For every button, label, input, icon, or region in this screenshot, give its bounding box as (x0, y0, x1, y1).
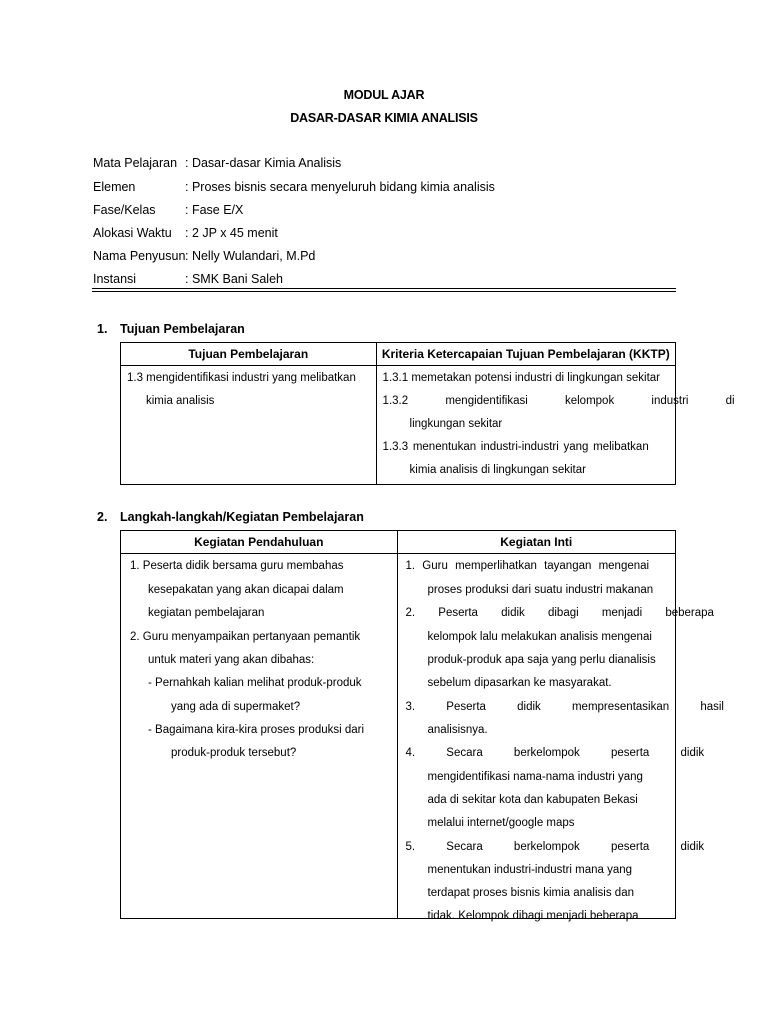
list-item: ada di sekitar kota dan kabupaten Bekasi (427, 794, 638, 806)
section-heading-langkah (97, 510, 364, 524)
list-item: produk-produk tersebut? (171, 747, 297, 759)
document-subtitle: DASAR-DASAR KIMIA ANALISIS (290, 111, 478, 125)
list-item: menentukan industri-industri mana yang (427, 864, 633, 876)
info-value: : SMK Bani Saleh (185, 272, 283, 286)
kktp-item: lingkungan sekitar (409, 418, 503, 430)
tujuan-text: kimia analisis (146, 395, 215, 407)
list-item: mengidentifikasi nama-nama industri yang (427, 771, 643, 783)
info-label: Instansi (93, 272, 137, 286)
list-item: melalui internet/google maps (427, 817, 575, 829)
info-value: : 2 JP x 45 menit (185, 226, 278, 240)
table-header: Tujuan Pembelajaran (121, 343, 377, 366)
document-title: MODUL AJAR (343, 88, 425, 102)
pendahuluan-cell (121, 554, 397, 918)
list-item: 5. Secara berkelompok peserta didik (405, 841, 705, 853)
list-item: yang ada di supermaket? (171, 701, 301, 713)
info-value: : Proses bisnis secara menyeluruh bidang kimia analisis (185, 180, 495, 194)
table-header: Kegiatan Pendahuluan (121, 531, 398, 554)
info-value: : Dasar-dasar Kimia Analisis (185, 156, 342, 170)
divider (92, 288, 676, 289)
section-number: 2. (97, 510, 108, 524)
info-value: : Nelly Wulandari, M.Pd (185, 249, 316, 263)
tujuan-cell (121, 366, 376, 484)
list-item: tidak. Kelompok dibagi menjadi beberapa (427, 910, 639, 922)
kktp-item: 1.3.3 menentukan industri-industri yang melibatkan (382, 441, 649, 453)
inti-cell (398, 554, 724, 922)
list-item: 2. Peserta didik dibagi menjadi beberapa (405, 607, 714, 619)
list-item: terdapat proses bisnis kimia analisis dan (427, 887, 634, 899)
table-header: Kriteria Ketercapaian Tujuan Pembelajaran (KKTP) (376, 343, 675, 366)
list-item: 4. Secara berkelompok peserta didik (405, 747, 705, 759)
list-item: untuk materi yang akan dibahas: (148, 654, 315, 666)
section-title: Langkah-langkah/Kegiatan Pembelajaran (120, 510, 364, 524)
tujuan-text: 1.3 mengidentifikasi industri yang melibatkan (127, 372, 356, 384)
list-item: kegiatan pembelajaran (148, 607, 265, 619)
list-item: 1. Guru memperlihatkan tayangan mengenai (405, 560, 650, 572)
list-item: produk-produk apa saja yang perlu dianalisis (427, 654, 656, 666)
info-label: Alokasi Waktu (93, 226, 172, 240)
list-item: analisisnya. (427, 724, 488, 736)
list-item: - Bagaimana kira-kira proses produksi dari (148, 724, 365, 736)
table-header: Kegiatan Inti (397, 531, 675, 554)
info-label: Nama Penyusun (93, 249, 186, 263)
info-label: Mata Pelajaran (93, 156, 178, 170)
list-item: 1. Peserta didik bersama guru membahas (130, 560, 344, 572)
section-heading-tujuan (97, 322, 245, 336)
kegiatan-table (120, 530, 724, 922)
list-item: proses produksi dari suatu industri makanan (427, 584, 654, 596)
info-label: Elemen (93, 180, 136, 194)
info-label: Fase/Kelas (93, 203, 156, 217)
kktp-item: 1.3.2 mengidentifikasi kelompok industri di (382, 395, 735, 407)
tujuan-table (120, 342, 735, 485)
list-item: kesepakatan yang akan dicapai dalam (148, 584, 344, 596)
section-title: Tujuan Pembelajaran (120, 322, 245, 336)
list-item: 3. Peserta didik mempresentasikan hasil (405, 701, 724, 713)
kktp-item: kimia analisis di lingkungan sekitar (409, 464, 586, 476)
kktp-cell (377, 366, 735, 484)
section-number: 1. (97, 322, 108, 336)
divider (92, 291, 676, 292)
list-item: - Pernahkah kalian melihat produk-produk (148, 677, 362, 689)
list-item: kelompok lalu melakukan analisis mengenai (427, 631, 652, 643)
list-item: 2. Guru menyampaikan pertanyaan pemantik (130, 631, 361, 643)
info-value: : Fase E/X (185, 203, 244, 217)
list-item: sebelum dipasarkan ke masyarakat. (427, 677, 612, 689)
kktp-item: 1.3.1 memetakan potensi industri di lingkungan sekitar (382, 372, 660, 384)
